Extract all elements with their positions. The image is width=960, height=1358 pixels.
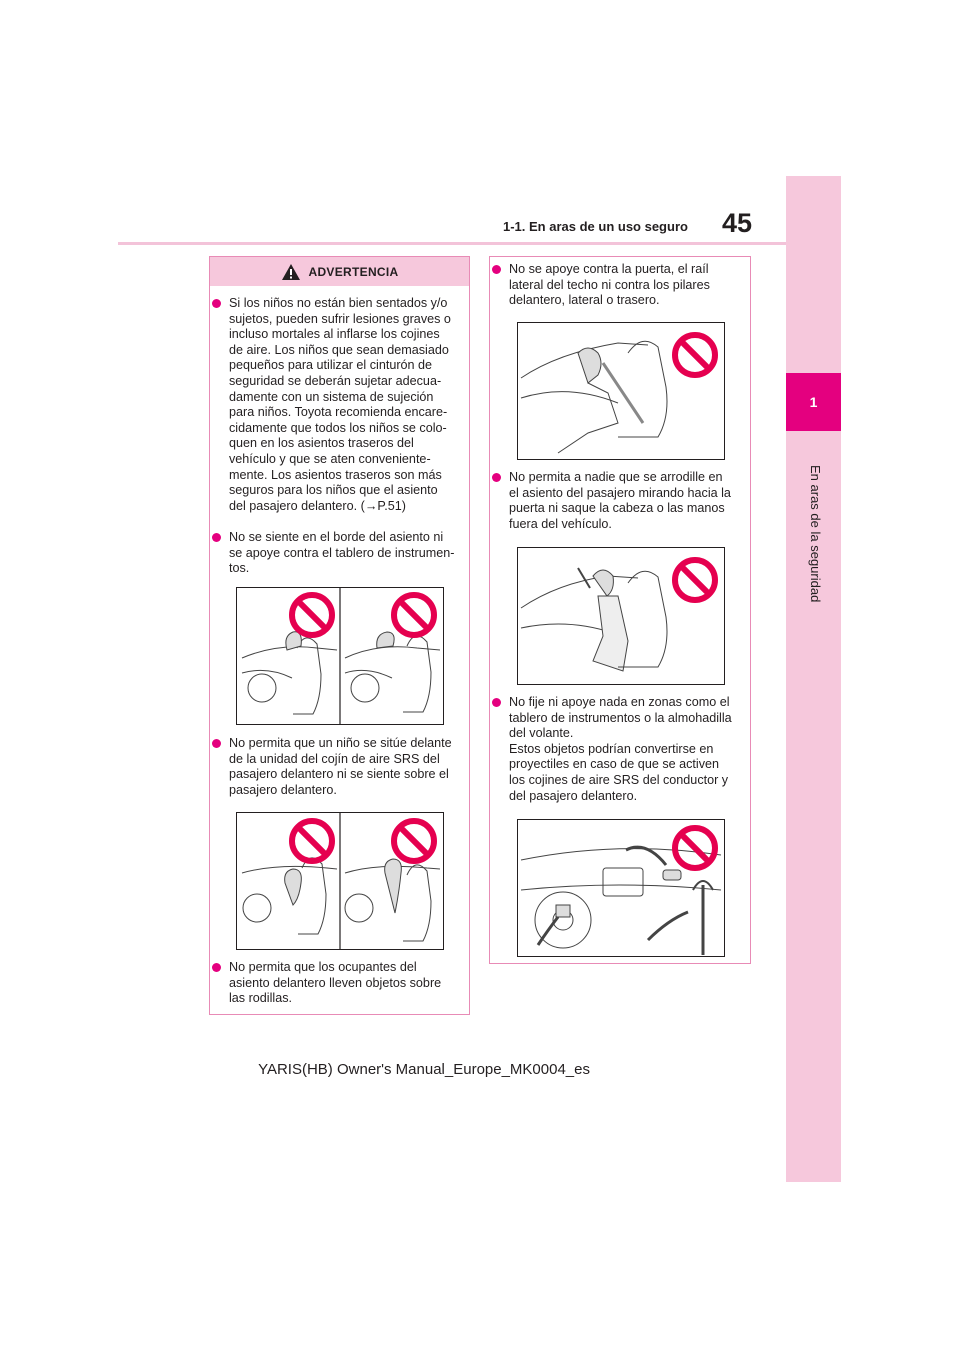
bullet-dot-icon xyxy=(212,533,221,542)
list-item xyxy=(492,470,747,532)
illustration-kneeling-seat xyxy=(517,547,725,685)
list-item xyxy=(212,296,467,514)
list-item xyxy=(492,262,747,309)
bullet-dot-icon xyxy=(492,265,501,274)
list-item-text: No permita que un niño se sitúe delante de la unidad del cojín de aire SRS del pasajero delantero ni se siente sobre el pasajero delantero. xyxy=(229,736,452,797)
bullet-dot-icon xyxy=(212,299,221,308)
list-item xyxy=(212,960,467,1007)
chapter-number: 1 xyxy=(786,373,841,431)
list-item-text: No fije ni apoye nada en zonas como el tablero de instrumentos o la almohadilla del volante. Estos objetos podrían convertirse en proyectiles en caso de que se activen los cojines de aire SRS del conductor y del pasajero delantero. xyxy=(509,695,732,803)
list-item xyxy=(212,530,467,577)
footer-manual-id: YARIS(HB) Owner's Manual_Europe_MK0004_es xyxy=(258,1061,590,1078)
bullet-dot-icon xyxy=(212,963,221,972)
warning-title: ADVERTENCIA xyxy=(308,264,399,279)
bullet-dot-icon xyxy=(492,473,501,482)
list-item xyxy=(492,695,747,804)
warning-triangle-icon xyxy=(281,263,301,281)
chapter-side-tab xyxy=(786,176,841,1182)
page-number: 45 xyxy=(722,208,753,238)
warning-header xyxy=(210,257,469,286)
bullet-dot-icon xyxy=(212,739,221,748)
list-item-text: No permita que los ocupantes del asiento delantero lleven objetos sobre las rodillas. xyxy=(229,960,442,1006)
list-item-text: No permita a nadie que se arrodille en el asiento del pasajero mirando hacia la puerta ni saque la cabeza o las manos fuera del vehículo. xyxy=(509,470,731,531)
header-rule xyxy=(118,242,786,245)
illustration-objects-dashboard xyxy=(517,819,725,957)
list-item xyxy=(212,736,467,798)
list-item-text: No se apoye contra la puerta, el raíl lateral del techo ni contra los pilares delantero, lateral o trasero. xyxy=(509,262,710,308)
list-item-text: No se siente en el borde del asiento ni se apoye contra el tablero de instrumen- tos. xyxy=(229,530,455,576)
list-item-text: Si los niños no están bien sentados y/o sujetos, pueden sufrir lesiones graves o incluso mortales al inflarse los cojines de aire. Los niños que sean demasiado pequeños para utilizar el cinturón de seguridad se deberán sujetar adecua- damente con un sistema de sujeción para niños. Toyota recomienda encare- cidamente que todos los niños se colo- quen en los asientos traseros del vehículo y que se aten conveniente- mente. Los asientos traseros son más seguros para los niños que el asiento del pasajero delantero. (→P.51) xyxy=(229,296,451,513)
chapter-label: En aras de la seguridad xyxy=(808,465,823,603)
illustration-lean-door xyxy=(517,322,725,460)
section-title: 1-1. En aras de un uso seguro xyxy=(503,219,688,234)
illustration-lean-dashboard xyxy=(236,587,444,725)
illustration-child-front-seat xyxy=(236,812,444,950)
bullet-dot-icon xyxy=(492,698,501,707)
